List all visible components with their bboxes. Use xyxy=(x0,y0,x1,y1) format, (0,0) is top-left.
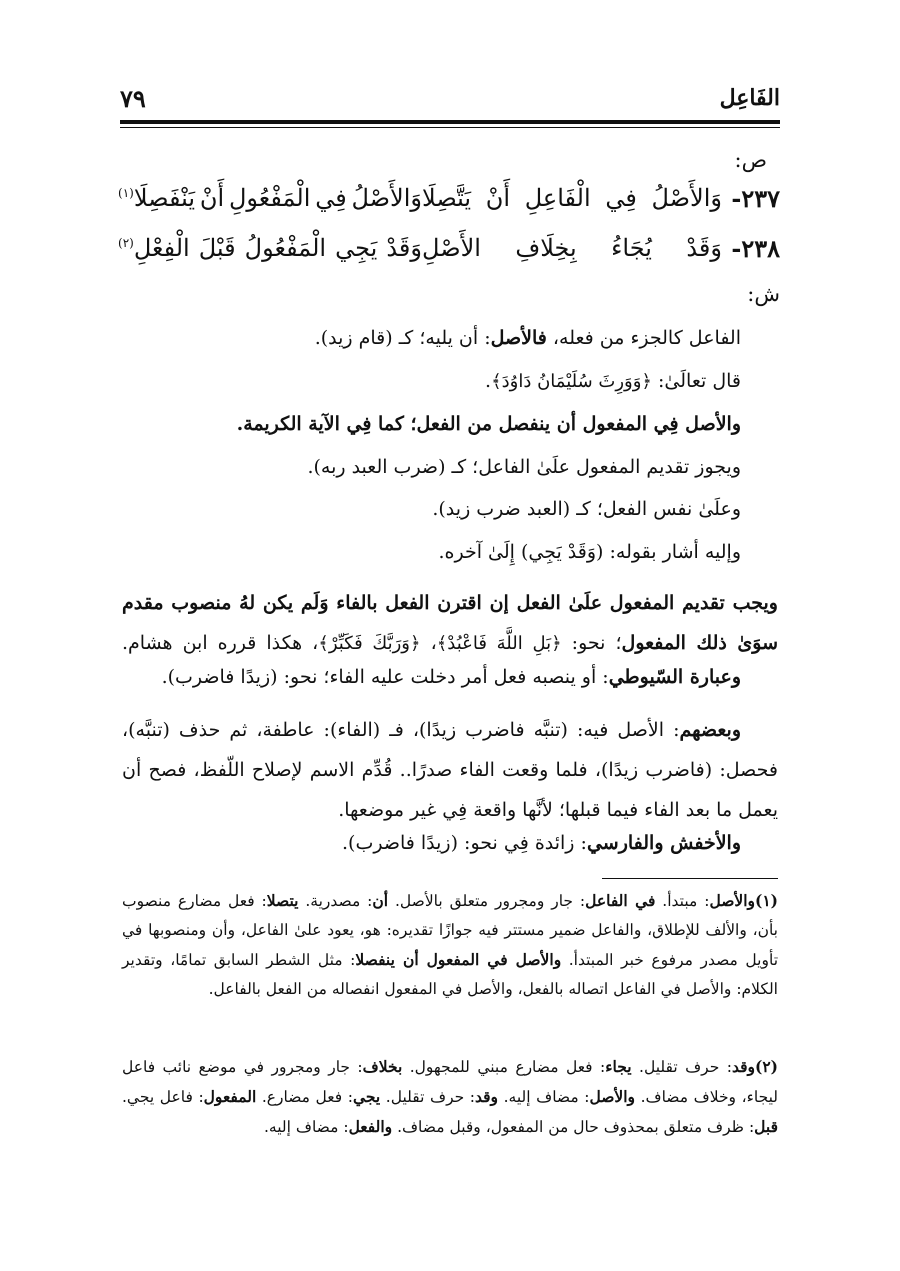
verse-word: يَجِي xyxy=(335,234,378,262)
verse-237 xyxy=(120,178,780,218)
footnote-text: : مضاف إليه. xyxy=(264,1118,349,1136)
verse-word: وَالأَصْلُ xyxy=(351,184,422,212)
footnote-ref-2[interactable]: (٢) xyxy=(118,236,134,250)
footnote-term: أن xyxy=(372,891,389,910)
commentary-paragraph: ويجوز تقديم المفعول علَىٰ الفاعل؛ كـ (ضرب العبد ربه). xyxy=(307,456,741,478)
footnote-term: وقد xyxy=(475,1087,499,1106)
verse-word: الْمَفْعُولِ xyxy=(228,184,311,212)
verse-word: أَنْ xyxy=(199,184,225,212)
footnote-term: والأصل xyxy=(589,1087,636,1106)
footnote-term: يجاء xyxy=(605,1057,632,1076)
footnote-term: في الفاعل xyxy=(585,891,656,910)
footnote-term: يتصلا xyxy=(266,891,299,910)
verse-word: بِخِلَافِ xyxy=(515,234,577,262)
header-rule-thin xyxy=(120,127,780,128)
verse-number: ٢٣٨- xyxy=(731,233,780,263)
verse-second-half xyxy=(118,184,422,212)
commentary-marker: ش: xyxy=(747,282,780,306)
footnote-body xyxy=(122,892,778,998)
footnote-body xyxy=(122,1058,778,1136)
footnote-text: : جار ومجرور متعلق بالأصل. xyxy=(388,892,586,910)
commentary-paragraph: الفاعل كالجزء من فعله، فالأصل: أن يليه؛ كـ (قام زيد). xyxy=(314,327,741,349)
running-title: الفَاعِل xyxy=(719,85,780,111)
footnote-text: : فاعل يجي. xyxy=(122,1088,204,1106)
commentary-paragraph: قال تعالَىٰ: ﴿وَوَرِثَ سُلَيْمَانُ دَاوُدَ﴾. xyxy=(485,370,741,392)
footnote-text: : مصدرية. xyxy=(298,892,373,910)
header-rule-thick xyxy=(120,120,780,124)
footnote-text: : ظرف متعلق بمحذوف حال من المفعول، وقبل مضاف. xyxy=(392,1118,755,1136)
verse-word: يَتَّصِلَا xyxy=(422,184,472,212)
verse-word: يَنْفَصِلَا xyxy=(133,184,196,212)
commentary-paragraph: وإليه أشار بقوله: (وَقَدْ يَجِي) إِلَىٰ آخره. xyxy=(438,541,741,563)
verse-word: وَالأَصْلُ xyxy=(651,184,722,212)
verse-238 xyxy=(120,228,780,268)
verse-word: وَقَدْ xyxy=(386,234,422,262)
footnote-separator xyxy=(602,878,778,879)
verse-word: الْفَاعِلِ xyxy=(524,184,591,212)
footnote-term: والأصل في المفعول أن ينفصلا xyxy=(355,950,562,969)
verse-word: الْفِعْلِ xyxy=(133,234,190,262)
footnote-text: : حرف تقليل. xyxy=(631,1058,732,1076)
verse-word-with-ref xyxy=(118,234,190,262)
footnote-term: وقد xyxy=(731,1057,755,1076)
verse-word: قَبْلَ xyxy=(198,234,236,262)
quran-quote: ﴿وَوَرِثَ سُلَيْمَانُ دَاوُدَ﴾ xyxy=(491,371,652,392)
commentary-paragraph: ويجب تقديم المفعول علَىٰ الفعل إن اقترن الفعل بالفاء وَلَم يكن لهُ منصوب مقدم سوَىٰ ذلك المفعول؛ نحو: ﴿بَلِ اللَّهَ فَاعْبُدْ﴾، ﴿وَرَبَّكَ فَكَبِّرْ﴾، هكذا قرره ابن هشام. xyxy=(122,592,779,654)
verse-word: أَنْ xyxy=(485,184,511,212)
quran-quote: ﴿بَلِ اللَّهَ فَاعْبُدْ﴾ xyxy=(436,633,562,654)
footnote-term: قبل xyxy=(754,1117,778,1136)
footnote-text: : فعل مضارع منصوب بأن، والألف للإطلاق، والفاعل ضمير مستتر فيه جوازًا تقديره: هو، يعود علىٰ الفاعل، وأن ومنصوبها في تأويل مصدر مرفوع خبر المبتدأ. xyxy=(122,892,779,969)
verse-number: ٢٣٧- xyxy=(731,183,780,213)
commentary-paragraph: وعبارة السّيوطي: أو ينصبه فعل أمر دخلت عليه الفاء؛ نحو: (زيدًا فاضرب). xyxy=(161,666,741,688)
verse-word: يُجَاءُ xyxy=(611,234,652,262)
footnote-term: والفعل xyxy=(348,1117,393,1136)
commentary-paragraph: وعلَىٰ نفس الفعل؛ كـ (العبد ضرب زيد). xyxy=(432,498,741,520)
footnote-term: والأصل xyxy=(709,891,755,910)
footnote-2: (٢)وقد: حرف تقليل. يجاء: فعل مضارع مبني للمجهول. بخلاف: جار ومجرور في موضع نائب فاعل ليجاء، وخلاف مضاف. والأصل: مضاف إليه. وقد: حرف تقليل. يجي: فعل مضارع. المفعول: فاعل يجي. قبل: ظرف متعلق بمحذوف حال من المفعول، وقبل مضاف. والفعل: مضاف إليه. xyxy=(122,1057,779,1136)
verse-word: فِي xyxy=(315,184,347,212)
footnote-text: : مثل الشطر السابق تمامًا، وتقدير الكلام: والأصل في الفاعل اتصاله بالفعل، والأصل في المفعول انفصاله من الفعل بالفاعل. xyxy=(122,951,778,998)
verse-first-half xyxy=(422,234,722,262)
commentary-paragraph: وبعضهم: الأصل فيه: (تنبَّه فاضرب زيدًا)، فـ (الفاء): عاطفة، ثم حذف (تنبَّه)، فحصل: (فاضرب زيدًا)، فلما وقعت الفاء صدرًا.. قُدِّم الاسم لإصلاح اللّفظ، فصح أن يعمل ما بعد الفاء فيما قبلها؛ لأنَّها واقعة فِي غير موضعها. xyxy=(122,719,778,821)
verse-word: الْمَفْعُولُ xyxy=(244,234,327,262)
verse-word-with-ref xyxy=(118,184,195,212)
verse-word: فِي xyxy=(605,184,637,212)
footnote-text: : مضاف إليه. xyxy=(498,1088,590,1106)
quran-quote: ﴿وَرَبَّكَ فَكَبِّرْ﴾ xyxy=(318,633,421,654)
footnote-text: : حرف تقليل. xyxy=(380,1088,476,1106)
footnote-text: : فعل مضارع مبني للمجهول. xyxy=(402,1058,606,1076)
verse-first-half xyxy=(422,184,722,212)
page-header xyxy=(120,82,780,114)
commentary-paragraph: والأخفش والفارسي: زائدة فِي نحو: (زيدًا فاضرب). xyxy=(342,832,741,854)
footnote-ref-1[interactable]: (١) xyxy=(118,186,134,200)
commentary-paragraph: والأصل فِي المفعول أن ينفصل من الفعل؛ كما فِي الآية الكريمة. xyxy=(236,413,741,435)
verse-second-half xyxy=(118,234,422,262)
footnote-text: : مبتدأ. xyxy=(655,892,710,910)
footnote-text: : جار ومجرور في موضع نائب فاعل ليجاء، وخلاف مضاف. xyxy=(122,1058,779,1106)
page-number: ٧٩ xyxy=(120,83,146,113)
footnote-text: : فعل مضارع. xyxy=(256,1088,353,1106)
verse-word: وَقَدْ xyxy=(686,234,722,262)
text-marker: ص: xyxy=(734,148,767,172)
verse-word: الأَصْلِ xyxy=(422,234,481,262)
footnote-term: يجي xyxy=(352,1087,381,1106)
footnote-term: المفعول xyxy=(203,1087,257,1106)
footnote-term: بخلاف xyxy=(362,1057,403,1076)
footnote-1: (١)والأصل: مبتدأ. في الفاعل: جار ومجرور متعلق بالأصل. أن: مصدرية. يتصلا: فعل مضارع منصوب بأن، والألف للإطلاق، والفاعل ضمير مستتر فيه جوازًا تقديره: هو، يعود علىٰ الفاعل، وأن ومنصوبها في تأويل مصدر مرفوع خبر المبتدأ. والأصل في المفعول أن ينفصلا: مثل الشطر السابق تمامًا، وتقدير الكلام: والأصل في الفاعل اتصاله بالفعل، والأصل في المفعول انفصاله من الفعل بالفاعل. xyxy=(122,891,779,998)
